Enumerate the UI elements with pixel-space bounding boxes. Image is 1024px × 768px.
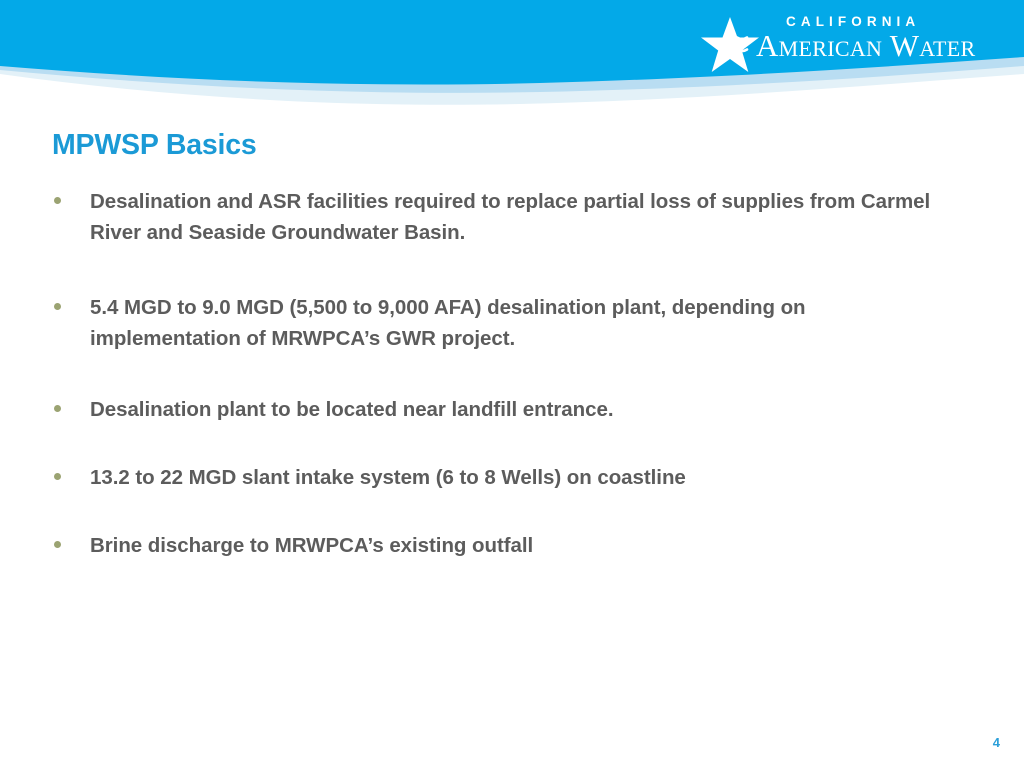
brand-logo-line-california: CALIFORNIA [786, 14, 921, 29]
bullet-item [52, 292, 958, 354]
brand-logo-line-american-water: American Water [756, 28, 976, 63]
slide-bullet-list [52, 186, 958, 561]
bullet-text: Desalination and ASR facilities required to replace partial loss of supplies from Carmel River and Seaside Groundwater Basin. [90, 190, 931, 244]
page-number: 4 [992, 735, 1000, 750]
bullet-text: 13.2 to 22 MGD slant intake system (6 to 8 Wells) on coastline [90, 466, 686, 489]
bullet-item [52, 462, 958, 493]
bullet-item [52, 530, 958, 561]
bullet-dot-icon [54, 405, 61, 412]
bullet-marker [52, 394, 90, 412]
brand-logo [700, 14, 975, 72]
bullet-text: Desalination plant to be located near landfill entrance. [90, 398, 614, 421]
bullet-text: 5.4 MGD to 9.0 MGD (5,500 to 9,000 AFA) desalination plant, depending on implementation of MRWPCA’s GWR project. [90, 296, 806, 350]
bullet-marker [52, 462, 90, 480]
bullet-dot-icon [54, 473, 61, 480]
bullet-item [52, 186, 958, 248]
bullet-item [52, 394, 958, 425]
bullet-dot-icon [54, 541, 61, 548]
bullet-marker [52, 530, 90, 548]
bullet-marker [52, 186, 90, 204]
bullet-dot-icon [54, 197, 61, 204]
brand-logo-wordmark [756, 14, 976, 63]
slide-title: MPWSP Basics [52, 129, 257, 161]
bullet-marker [52, 292, 90, 310]
bullet-dot-icon [54, 303, 61, 310]
slide-header-banner [0, 0, 1024, 115]
bullet-text: Brine discharge to MRWPCA’s existing outfall [90, 534, 534, 557]
